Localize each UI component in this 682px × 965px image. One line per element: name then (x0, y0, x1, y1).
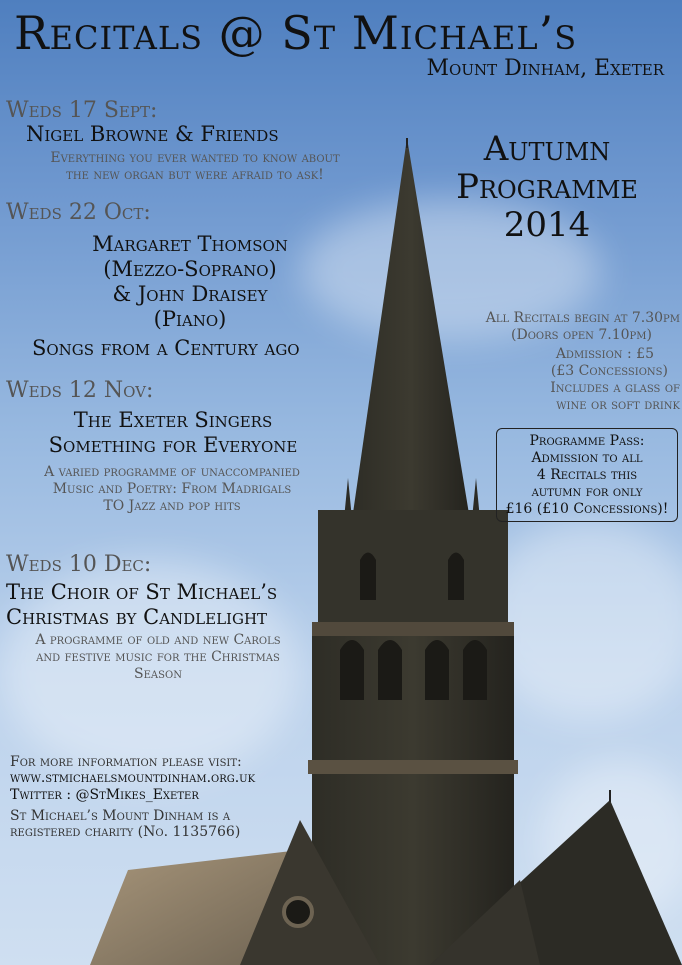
event-description: A programme of old and new Carols and festive music for the Christmas Season (35, 632, 281, 682)
event-date: Weds 10 Dec: (6, 552, 152, 577)
programme-pass-box: Programme Pass: Admission to all 4 Recitals this autumn for only £16 (£10 Concessions)! (496, 428, 678, 522)
admission-info: Admission : £5 (£3 Concessions) Includes a glass of wine or soft drink (550, 346, 680, 413)
event-subtitle: Songs from a Century ago (32, 336, 300, 360)
event-performer: The Choir of St Michael’s Christmas by Candlelight (6, 580, 278, 629)
recital-times: All Recitals begin at 7.30pm (Doors open 7.10pm) (485, 310, 680, 343)
website-link[interactable]: www.stmichaelsmountdinham.org.uk (10, 770, 256, 786)
venue-subtitle: Mount Dinham, Exeter (426, 56, 664, 81)
event-performer: The Exeter Singers Something for Everyone (48, 408, 298, 457)
twitter-handle[interactable]: Twitter : @StMikes_Exeter (10, 787, 199, 803)
page-title: Recitals @ St Michael’s (14, 6, 578, 60)
more-info-label: For more information please visit: (10, 754, 242, 770)
event-date: Weds 22 Oct: (6, 200, 151, 225)
event-date: Weds 12 Nov: (6, 378, 154, 403)
event-description: A varied programme of unaccompanied Music and Poetry: From Madrigals TO Jazz and pop hits (44, 464, 300, 514)
event-date: Weds 17 Sept: (6, 98, 158, 123)
event-performer: Margaret Thomson (Mezzo-Soprano) & John Draisey (Piano) (92, 232, 288, 331)
charity-notice: St Michael’s Mount Dinham is a registered charity (No. 1135766) (10, 808, 241, 840)
event-performer: Nigel Browne & Friends (26, 122, 279, 146)
programme-heading: Autumn Programme 2014 (456, 129, 638, 245)
event-description: Everything you ever wanted to know about the new organ but were afraid to ask! (50, 150, 340, 183)
